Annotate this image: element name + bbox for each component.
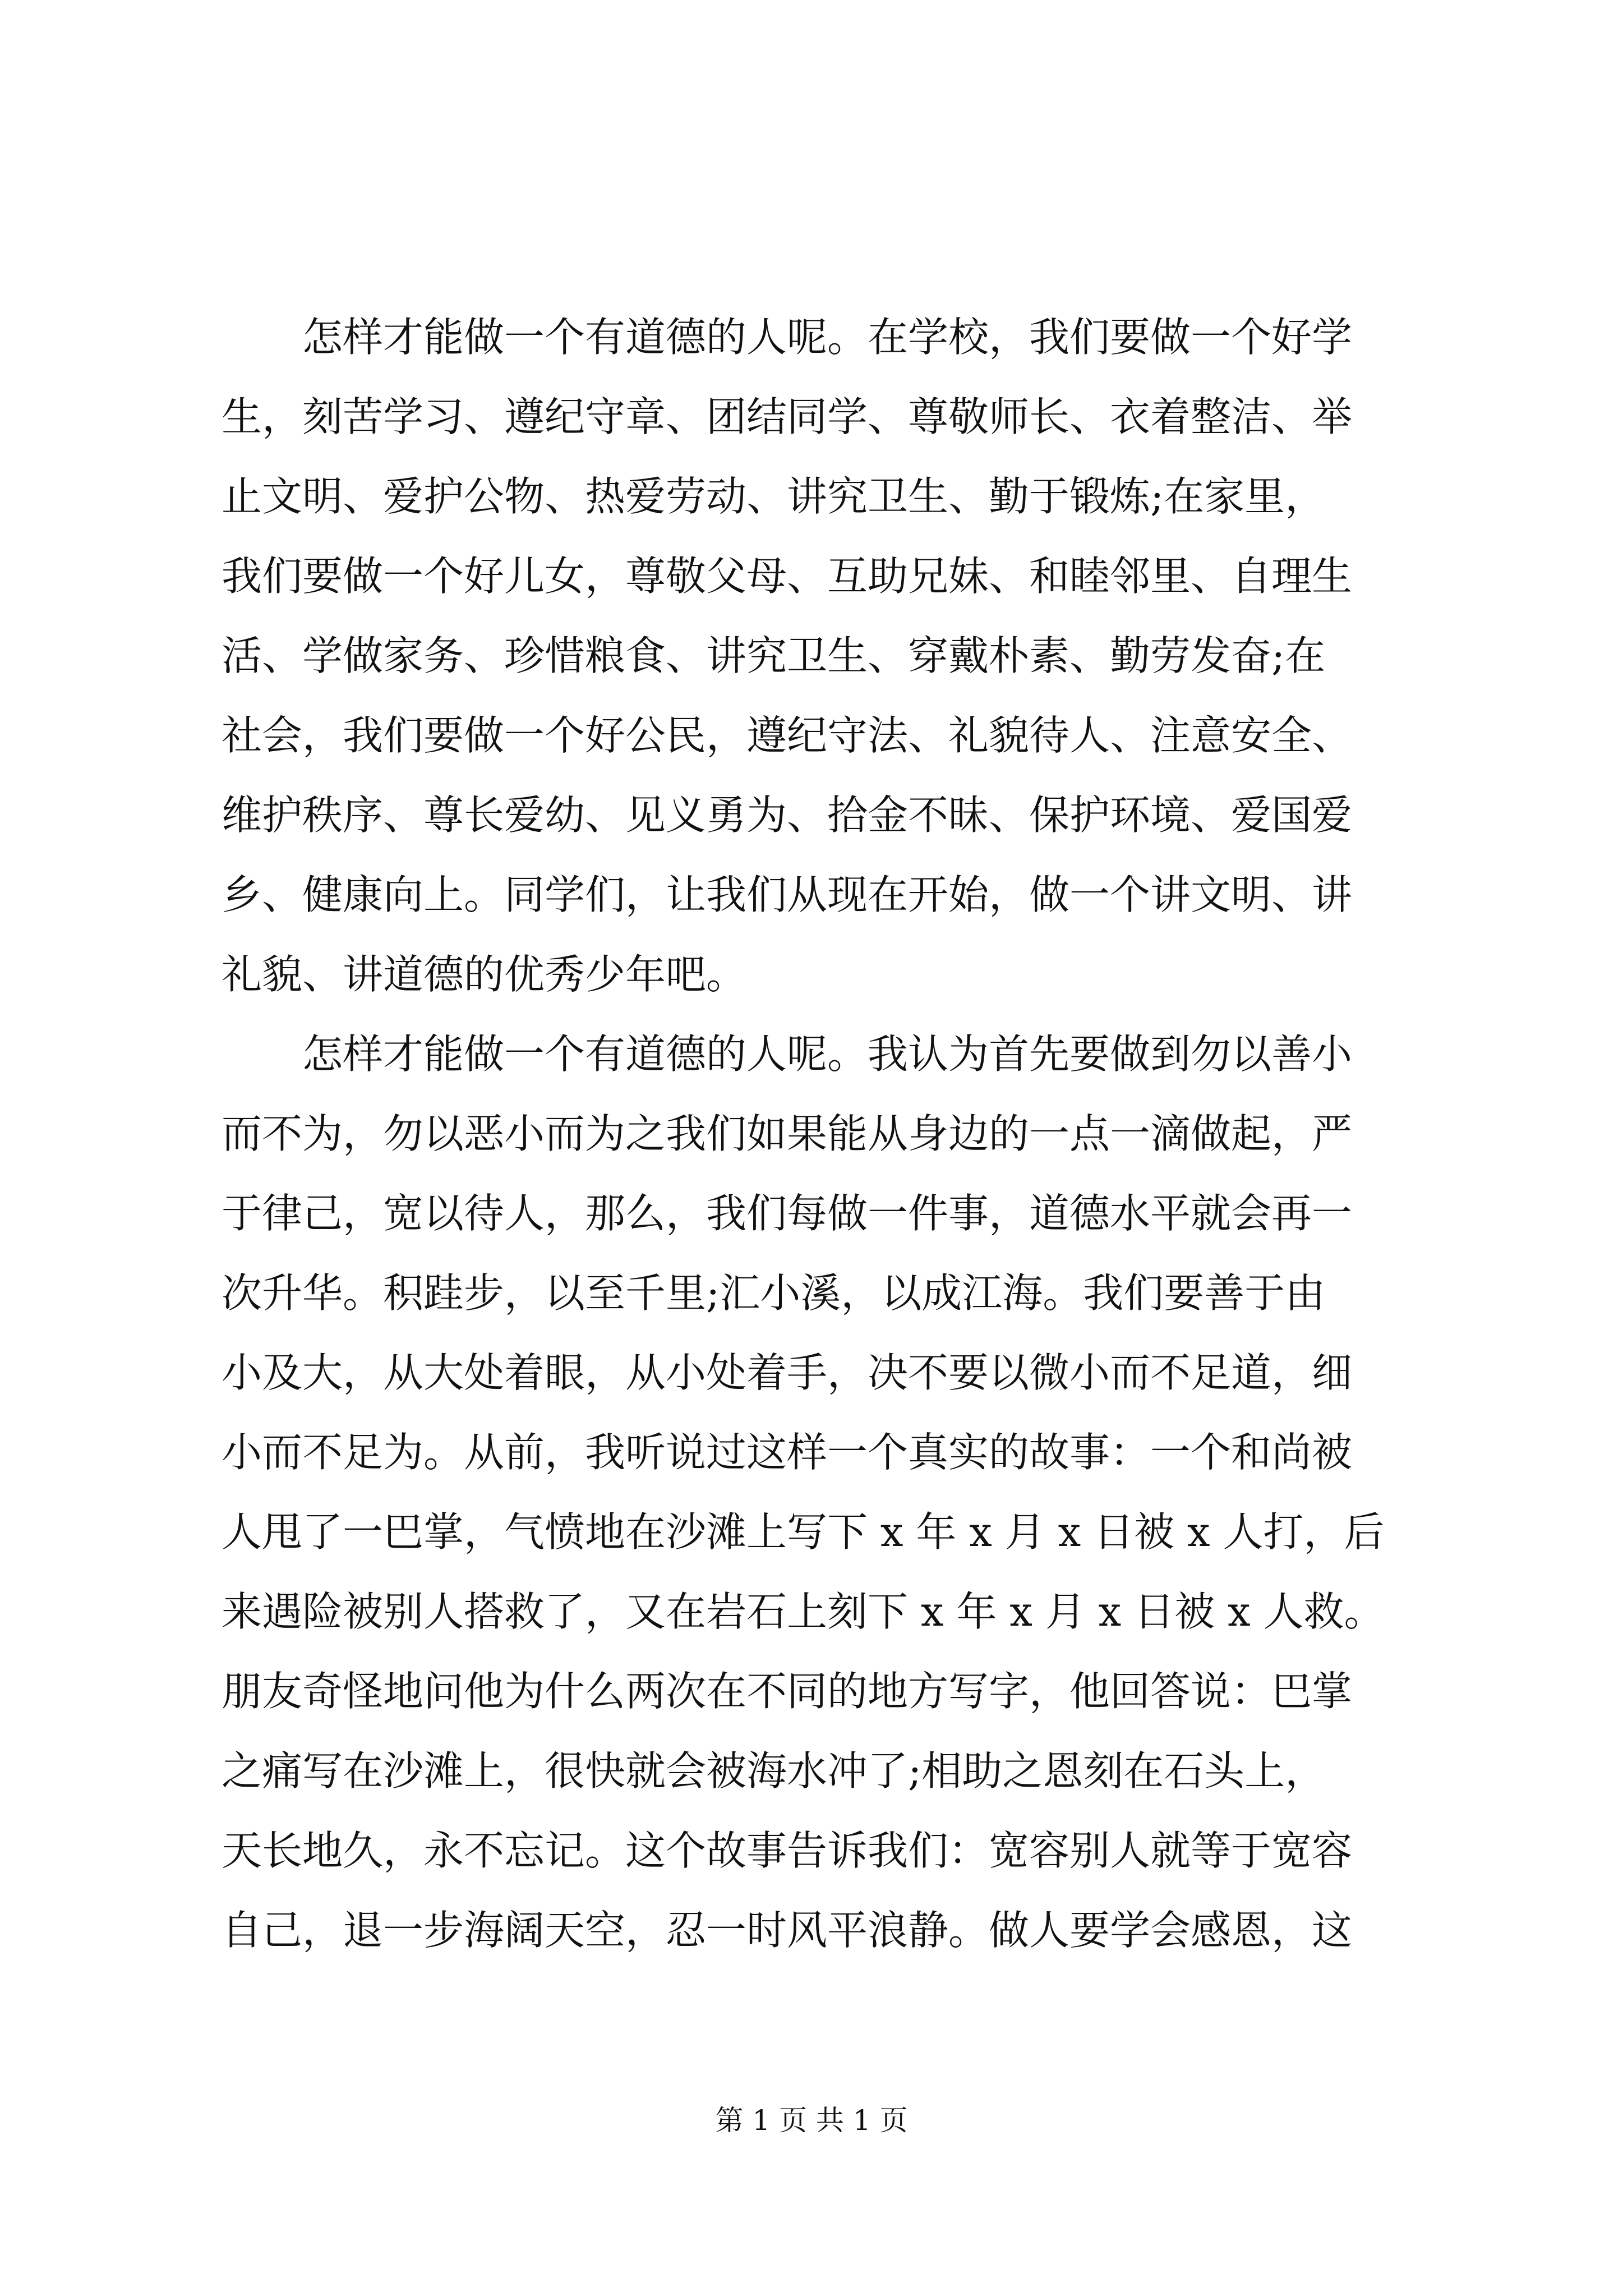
- paragraph-2: [222, 1014, 1416, 1970]
- text-line: 朋友奇怪地问他为什么两次在不同的地方写字，他回答说：巴掌: [222, 1668, 1353, 1715]
- page-number: 第 1 页 共 1 页: [715, 2104, 908, 2137]
- text-line: 乡、健康向上。同学们，让我们从现在开始，做一个讲文明、讲: [222, 871, 1353, 918]
- text-line: 怎样才能做一个有道德的人呢。在学校，我们要做一个好学: [302, 314, 1353, 361]
- text-line: 小及大，从大处着眼，从小处着手，决不要以微小而不足道，细: [222, 1349, 1353, 1396]
- text-line: 止文明、爱护公物、热爱劳动、讲究卫生、勤于锻炼;在家里，: [222, 473, 1326, 520]
- text-line: 人甩了一巴掌，气愤地在沙滩上写下 x 年 x 月 x 日被 x 人打，后: [222, 1508, 1385, 1556]
- text-line: 天长地久，永不忘记。这个故事告诉我们：宽容别人就等于宽容: [222, 1827, 1353, 1874]
- text-line: 社会，我们要做一个好公民，遵纪守法、礼貌待人、注意安全、: [222, 712, 1353, 759]
- text-line: 生，刻苦学习、遵纪守章、团结同学、尊敬师长、衣着整洁、举: [222, 393, 1353, 440]
- text-line: 维护秩序、尊长爱幼、见义勇为、拾金不昧、保护环境、爱国爱: [222, 792, 1353, 839]
- text-line: 活、学做家务、珍惜粮食、讲究卫生、穿戴朴素、勤劳发奋;在: [222, 632, 1326, 679]
- page-footer: [0, 2098, 1623, 2143]
- text-line: 礼貌、讲道德的优秀少年吧。: [222, 951, 747, 998]
- text-line: 我们要做一个好儿女，尊敬父母、互助兄妹、和睦邻里、自理生: [222, 553, 1353, 600]
- text-line: 来遇险被别人搭救了，又在岩石上刻下 x 年 x 月 x 日被 x 人救。: [222, 1588, 1385, 1635]
- text-line: 自己，退一步海阔天空，忍一时风平浪静。做人要学会感恩，这: [222, 1907, 1353, 1954]
- text-line: 怎样才能做一个有道德的人呢。我认为首先要做到勿以善小: [302, 1030, 1353, 1078]
- text-line: 小而不足为。从前，我听说过这样一个真实的故事：一个和尚被: [222, 1429, 1353, 1476]
- document-body: [222, 297, 1416, 1970]
- text-line: 于律己，宽以待人，那么，我们每做一件事，道德水平就会再一: [222, 1190, 1353, 1237]
- paragraph-1: [222, 297, 1416, 1014]
- text-line: 次升华。积跬步，以至千里;汇小溪，以成江海。我们要善于由: [222, 1269, 1326, 1317]
- text-line: 而不为，勿以恶小而为之我们如果能从身边的一点一滴做起，严: [222, 1110, 1353, 1157]
- text-line: 之痛写在沙滩上，很快就会被海水冲了;相助之恩刻在石头上，: [222, 1747, 1326, 1795]
